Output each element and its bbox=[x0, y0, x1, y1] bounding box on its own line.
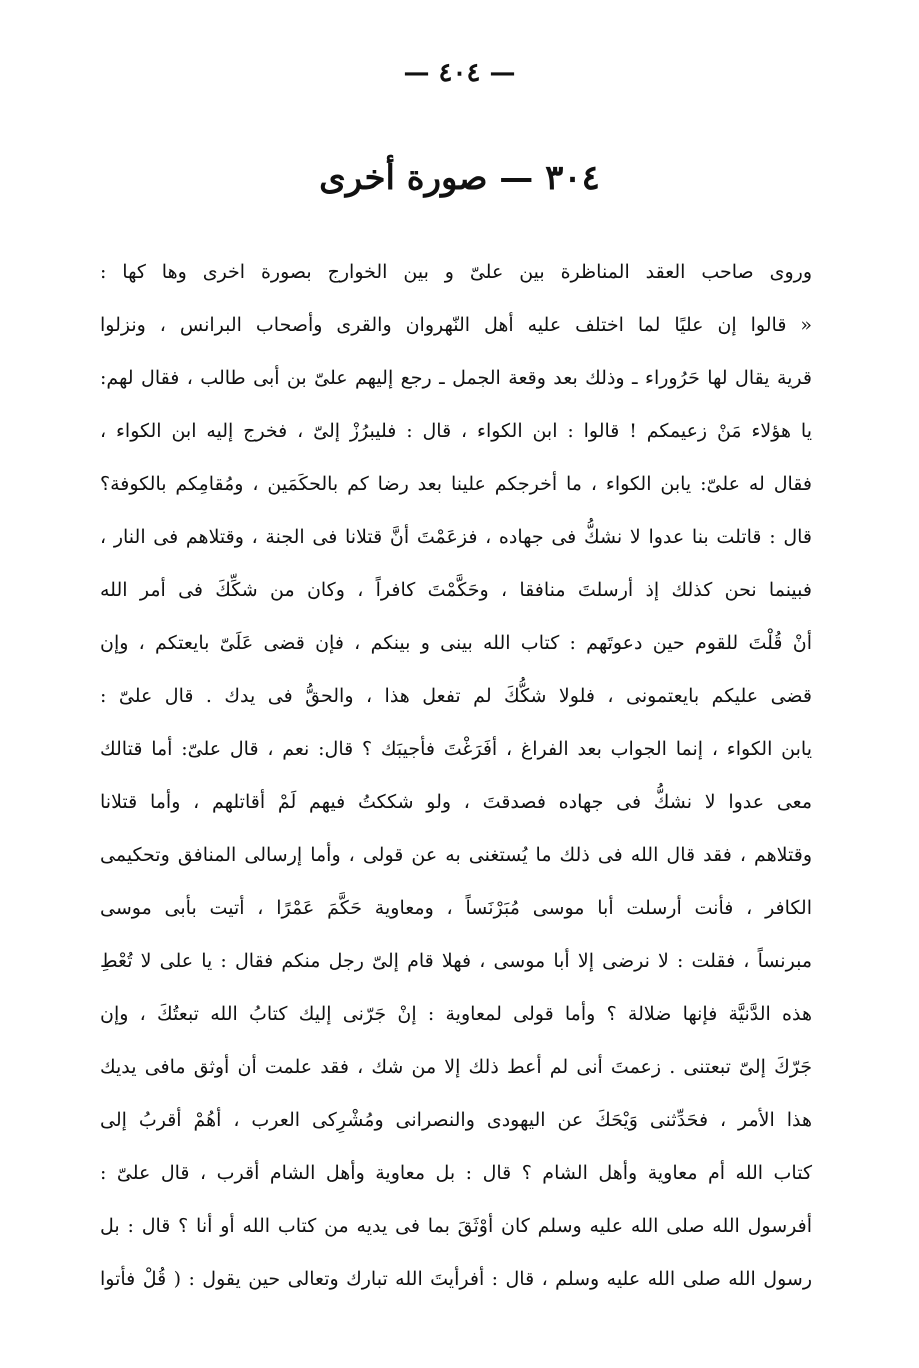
text-line: هذه الدَّنيَّة فإنها ضلالة ؟ وأما قولى لمعاوية : إنْ جَرّنى إليك كتابُ الله تبعتُكَ ، وإن bbox=[100, 1003, 812, 1025]
text-line: الكافر ، فأنت أرسلت أبا موسى مُبَرْنَساً ، ومعاوية حَكَّمَ عَمْرًا ، أتيت بأبى موسى bbox=[100, 897, 812, 919]
page-number: — ٤٠٤ — bbox=[403, 58, 516, 88]
text-line: أنْ قُلْتَ للقوم حين دعوتَهم : كتاب الله بينى و بينكم ، فإن قضى عَلَىّ بايعتكم ، وإن bbox=[100, 632, 812, 654]
text-line: فقال له علىّ: يابن الكواء ، ما أخرجكم علينا بعد رضا كم بالحكَمَين ، ومُقامِكم بالكوفة؟ bbox=[100, 473, 812, 495]
text-line: « قالوا إن عليًا لما اختلف عليه أهل النّهروان والقرى وأصحاب البرانس ، ونزلوا bbox=[100, 314, 812, 336]
text-line: أفرسول الله صلى الله عليه وسلم كان أوْثَقَ بما فى يديه من كتاب الله أو أنا ؟ قال : بل bbox=[100, 1215, 812, 1237]
text-line: مبرنساً ، فقلت : لا نرضى إلا أبا موسى ، فهلا قام إلىّ رجل منكم فقال : يا على لا تُعْطِ bbox=[100, 950, 812, 972]
text-line: فبينما نحن كذلك إذ أرسلتَ منافقا ، وحَكَّمْتَ كافراً ، وكان من شكِّكَ فى أمر الله bbox=[100, 579, 812, 601]
text-line: يابن الكواء ، إنما الجواب بعد الفراغ ، أفَرَغْتَ فأجيبَك ؟ قال: نعم ، قال علىّ: أما قتالك bbox=[100, 738, 812, 760]
text-line: قرية يقال لها حَرُوراء ـ وذلك بعد وقعة الجمل ـ رجع إليهم علىّ بن أبى طالب ، فقال لهم: bbox=[100, 367, 812, 389]
text-line: معى عدوا لا نشكُّ فى جهاده فصدقتَ ، ولو شككتُ فيهم لَمْ أقاتلهم ، وأما قتلانا bbox=[100, 791, 812, 813]
text-line: وقتلاهم ، فقد قال الله فى ذلك ما يُستغنى به عن قولى ، وأما إرسالى المنافق وتحكيمى bbox=[100, 844, 812, 866]
body-text bbox=[100, 246, 812, 1306]
text-line: وروى صاحب العقد المناظرة بين علىّ و بين الخوارج بصورة اخرى وها كها : bbox=[100, 261, 812, 283]
text-line: قال : قاتلت بنا عدوا لا نشكُّ فى جهاده ، فزعَمْتَ أنَّ قتلانا فى الجنة ، وقتلاهم فى النار ، bbox=[100, 526, 812, 548]
text-line: رسول الله صلى الله عليه وسلم ، قال : أفرأيتَ الله تبارك وتعالى حين يقول : ( قُلْ فأتوا bbox=[100, 1268, 812, 1290]
text-line: جَرّكَ إلىّ تبعتنى . زعمتَ أنى لم أعط ذلك إلا من شك ، فقد علمت أن أوثق مافى يديك bbox=[100, 1056, 812, 1078]
chapter-title: ٣٠٤ — صورة أخرى bbox=[319, 158, 600, 198]
text-line: كتاب الله أم معاوية وأهل الشام ؟ قال : بل معاوية وأهل الشام أقرب ، قال علىّ : bbox=[100, 1162, 812, 1184]
text-line: يا هؤلاء مَنْ زعيمكم ! قالوا : ابن الكواء ، قال : فليبرُزْ إلىّ ، فخرج إليه ابن الكواء ، bbox=[100, 420, 812, 442]
text-line: هذا الأمر ، فحَدِّثنى وَيْحَكَ عن اليهودى والنصرانى ومُشْرِكى العرب ، أهُمْ أقربُ إلى bbox=[100, 1109, 812, 1131]
text-line: قضى عليكم بايعتمونى ، فلولا شكُّكَ لم تفعل هذا ، والحقُّ فى يدك . قال علىّ : bbox=[100, 685, 812, 707]
